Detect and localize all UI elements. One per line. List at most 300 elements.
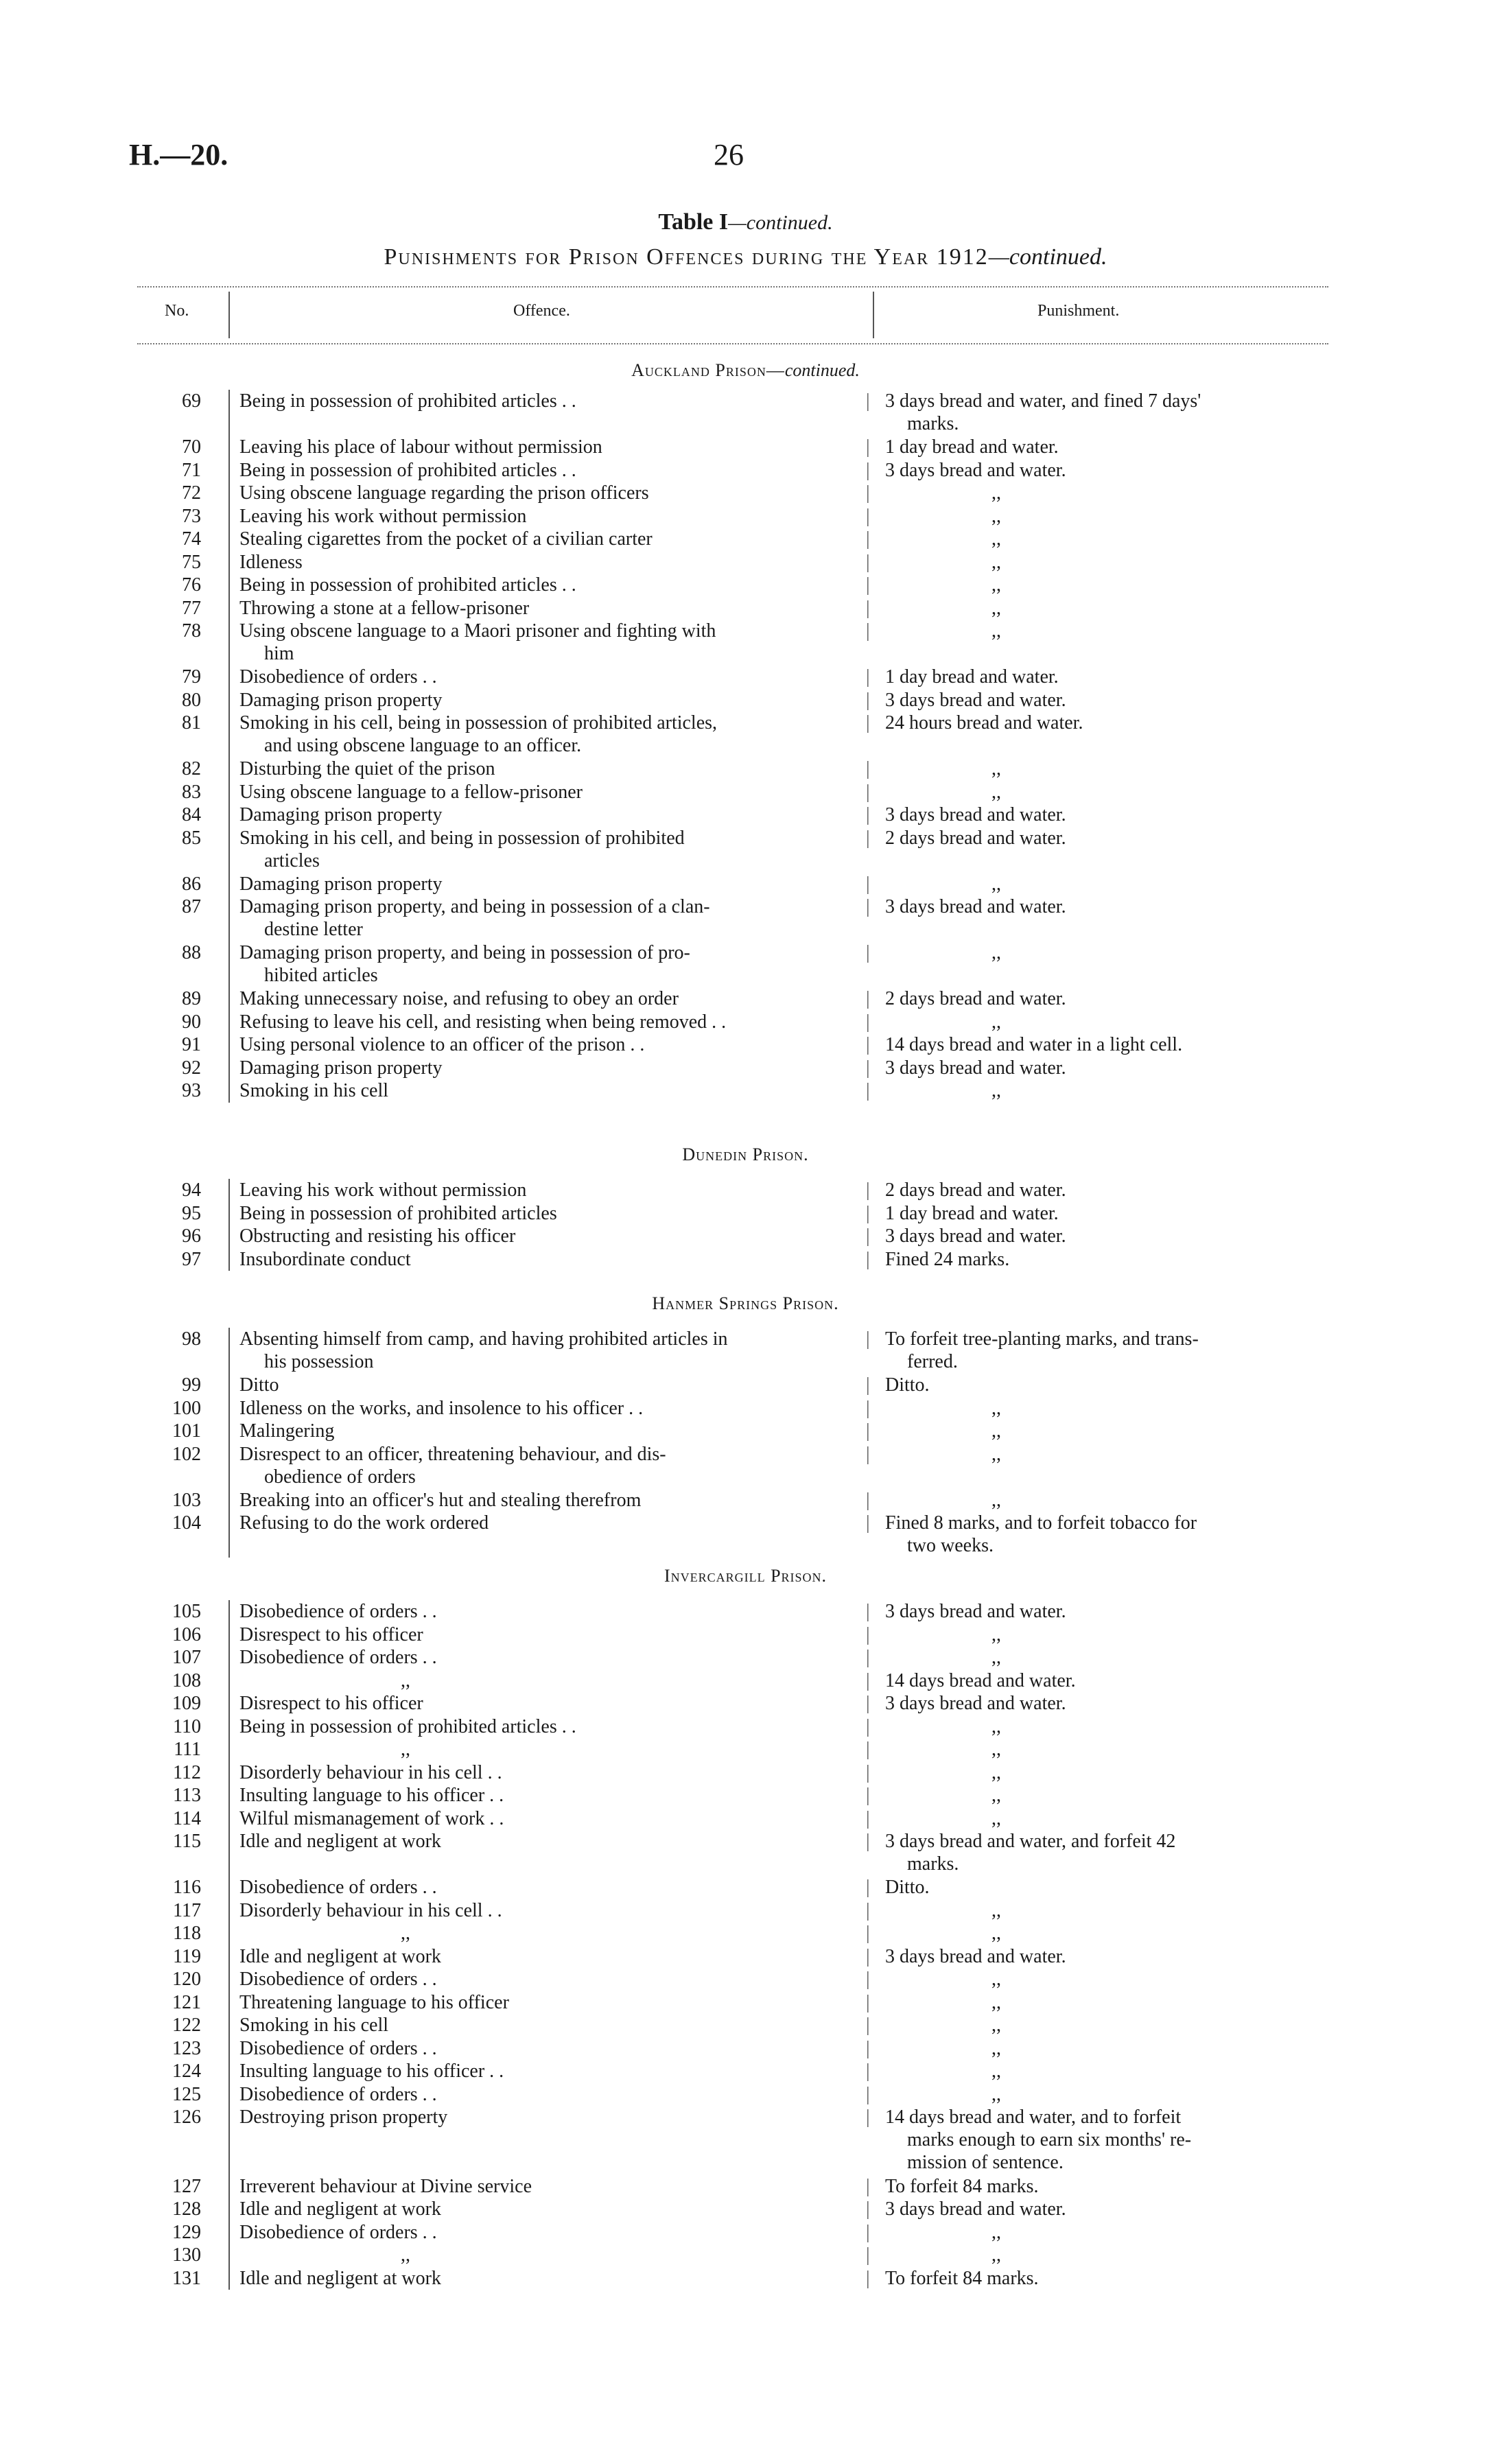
punishment-text: ,, — [991, 1991, 1001, 2013]
row-offence — [239, 827, 860, 872]
row-punishment — [885, 1179, 1331, 1201]
punishment-text: ,, — [991, 1397, 1001, 1419]
punishment-text: 14 days bread and water. — [885, 1669, 1076, 1691]
punishment-text: 3 days bread and water, and forfeit 42 — [885, 1831, 1176, 1852]
row-number: 112 — [173, 1761, 201, 1783]
offence-text: Damaging prison property, and being in possession of a clan- — [239, 896, 710, 917]
row-number: 72 — [182, 482, 201, 504]
column-header-offence: Offence. — [513, 302, 570, 320]
header-divider-right — [873, 292, 874, 338]
row-punishment — [991, 1646, 1437, 1669]
row-offence — [239, 1991, 860, 2014]
row-number: 109 — [172, 1693, 201, 1714]
row-offence — [239, 1179, 860, 1201]
row-number: 129 — [172, 2221, 201, 2243]
row-number: 105 — [172, 1601, 201, 1622]
row-punishment — [885, 987, 1331, 1010]
row-punishment — [991, 551, 1437, 574]
row-punishment — [991, 1011, 1437, 1033]
row-offence — [239, 1784, 860, 1807]
leader-divider: | — [866, 2244, 870, 2266]
offence-text: ,, — [401, 1739, 410, 1760]
row-offence — [239, 2083, 860, 2106]
row-punishment — [885, 2175, 1331, 2198]
punishment-text: ,, — [991, 528, 1001, 550]
section-name: Invercargill Prison. — [664, 1566, 827, 1586]
leader-divider: | — [866, 620, 870, 642]
row-offence — [239, 1669, 860, 1692]
punishment-text: ,, — [991, 758, 1001, 779]
offence-text: Disobedience of orders . . — [239, 1877, 437, 1898]
leader-divider: | — [866, 2221, 870, 2243]
punishment-text: ,, — [991, 1785, 1001, 1806]
row-punishment — [991, 781, 1437, 803]
row-offence — [239, 1623, 860, 1646]
leader-divider: | — [866, 1601, 870, 1622]
row-number: 77 — [182, 597, 201, 619]
row-number: 97 — [182, 1248, 201, 1270]
table-top-rule — [137, 286, 1328, 288]
row-offence — [239, 666, 860, 688]
offence-text: ,, — [401, 1669, 410, 1691]
row-offence — [239, 2175, 860, 2198]
row-offence — [239, 597, 860, 620]
offence-text: Obstructing and resisting his officer — [239, 1225, 516, 1247]
punishment-text: To forfeit 84 marks. — [885, 2175, 1039, 2197]
offence-text: Wilful mismanagement of work . . — [239, 1807, 504, 1829]
offence-text-cont: hibited articles — [264, 965, 378, 986]
row-punishment — [885, 459, 1331, 482]
offence-text: Damaging prison property — [239, 804, 443, 825]
offence-text: Disobedience of orders . . — [239, 1647, 437, 1668]
punishment-text: ,, — [991, 1623, 1001, 1645]
row-number: 84 — [182, 804, 201, 825]
punishment-text-cont: ferred. — [907, 1351, 958, 1372]
row-offence — [239, 1512, 860, 1534]
row-punishment — [991, 2060, 1437, 2082]
offence-text: Idle and negligent at work — [239, 1831, 441, 1852]
offence-text: Threatening language to his officer — [239, 1991, 509, 2013]
offence-text: Making unnecessary noise, and refusing to obey an order — [239, 988, 679, 1009]
punishment-text: ,, — [991, 1420, 1001, 1442]
leader-divider: | — [866, 1374, 870, 1396]
row-offence — [239, 712, 860, 757]
row-offence — [239, 1057, 860, 1079]
row-punishment — [991, 1807, 1437, 1830]
punishment-text: Ditto. — [885, 1877, 930, 1898]
row-offence — [239, 1011, 860, 1033]
table-title-cont: —continued. — [728, 211, 833, 234]
row-punishment — [885, 1033, 1331, 1056]
offence-text: Using obscene language to a Maori prisoner and fighting with — [239, 620, 716, 642]
offence-text: Disobedience of orders . . — [239, 666, 437, 688]
offence-text: ,, — [401, 1923, 410, 1944]
row-number: 71 — [182, 459, 201, 481]
row-number: 127 — [172, 2175, 201, 2197]
row-offence — [239, 1876, 860, 1899]
leader-divider: | — [866, 1080, 870, 1101]
row-number: 104 — [172, 1512, 201, 1534]
row-offence — [239, 482, 860, 504]
punishment-text: ,, — [991, 1923, 1001, 1944]
row-punishment — [885, 666, 1331, 688]
row-offence — [239, 2267, 860, 2290]
row-offence — [239, 436, 860, 458]
row-offence — [239, 1968, 860, 1991]
row-punishment — [885, 1057, 1331, 1079]
row-offence — [239, 1692, 860, 1715]
punishment-text: To forfeit 84 marks. — [885, 2267, 1039, 2289]
row-offence — [239, 390, 860, 412]
row-offence — [239, 1248, 860, 1271]
offence-text: Smoking in his cell — [239, 2015, 388, 2036]
punishment-text: ,, — [991, 781, 1001, 803]
punishment-text: 14 days bread and water in a light cell. — [885, 1034, 1183, 1055]
offence-text: Idle and negligent at work — [239, 1945, 441, 1967]
row-offence — [239, 1225, 860, 1247]
punishment-text-cont: mission of sentence. — [907, 2152, 1064, 2173]
leader-divider: | — [866, 1807, 870, 1829]
leader-divider: | — [866, 1991, 870, 2013]
column-divider-left — [228, 1600, 230, 2290]
row-number: 131 — [172, 2267, 201, 2289]
row-number: 88 — [182, 942, 201, 963]
leader-divider: | — [866, 2037, 870, 2059]
column-header-no: No. — [165, 302, 189, 320]
leader-divider: | — [866, 1443, 870, 1465]
row-punishment — [885, 436, 1331, 458]
leader-divider: | — [866, 1785, 870, 1806]
punishment-text: 2 days bread and water. — [885, 1180, 1066, 1201]
row-punishment — [991, 2037, 1437, 2060]
punishment-text: 1 day bread and water. — [885, 1202, 1059, 1224]
punishment-text: ,, — [991, 1807, 1001, 1829]
leader-divider: | — [866, 1945, 870, 1967]
row-number: 102 — [172, 1443, 201, 1465]
row-punishment — [991, 1397, 1437, 1420]
punishment-text: ,, — [991, 505, 1001, 527]
leader-divider: | — [866, 1489, 870, 1511]
punishment-text: 24 hours bread and water. — [885, 712, 1083, 734]
leader-divider: | — [866, 436, 870, 458]
row-punishment — [991, 1443, 1437, 1466]
row-offence — [239, 781, 860, 803]
leader-divider: | — [866, 482, 870, 504]
offence-text: Disrespect to his officer — [239, 1693, 423, 1714]
row-punishment — [885, 1202, 1331, 1225]
punishment-text: 2 days bread and water. — [885, 988, 1066, 1009]
leader-divider: | — [866, 1328, 870, 1350]
row-punishment — [885, 390, 1331, 435]
leader-divider: | — [866, 574, 870, 596]
row-number: 80 — [182, 689, 201, 711]
row-offence — [239, 2014, 860, 2037]
leader-divider: | — [866, 1623, 870, 1645]
offence-text: Idle and negligent at work — [239, 2198, 441, 2220]
punishment-text-cont: marks. — [907, 1853, 959, 1875]
document-code: H.—20. — [129, 138, 228, 172]
leader-divider: | — [866, 942, 870, 963]
punishment-text-cont: marks enough to earn six months' re- — [907, 2129, 1192, 2150]
row-offence — [239, 1079, 860, 1102]
column-header-punishment: Punishment. — [1037, 302, 1120, 320]
row-punishment — [991, 505, 1437, 528]
row-punishment — [991, 597, 1437, 620]
row-punishment — [991, 574, 1437, 596]
leader-divider: | — [866, 1011, 870, 1033]
row-number: 107 — [172, 1647, 201, 1668]
leader-divider: | — [866, 1248, 870, 1270]
row-offence — [239, 1328, 860, 1373]
row-number: 69 — [182, 390, 201, 412]
row-number: 126 — [172, 2107, 201, 2128]
punishment-text: ,, — [991, 2221, 1001, 2243]
row-number: 113 — [173, 1785, 201, 1806]
row-offence — [239, 758, 860, 780]
table-subtitle — [0, 244, 1491, 270]
offence-text: Insulting language to his officer . . — [239, 1785, 504, 1806]
leader-divider: | — [866, 1761, 870, 1783]
punishment-text: 1 day bread and water. — [885, 666, 1059, 688]
punishment-text: 3 days bread and water. — [885, 896, 1066, 917]
row-number: 130 — [172, 2244, 201, 2266]
offence-text: Damaging prison property, and being in possession of pro- — [239, 942, 690, 963]
row-number: 87 — [182, 896, 201, 917]
leader-divider: | — [866, 1831, 870, 1852]
row-offence — [239, 1033, 860, 1056]
punishment-text: 14 days bread and water, and to forfeit — [885, 2107, 1182, 2128]
row-punishment — [991, 1623, 1437, 1646]
section-heading — [0, 1293, 1491, 1314]
row-offence — [239, 2037, 860, 2060]
row-punishment — [885, 1248, 1331, 1271]
offence-text: Being in possession of prohibited articles . . — [239, 1715, 576, 1737]
row-punishment — [885, 1876, 1331, 1899]
offence-text: Destroying prison property — [239, 2107, 448, 2128]
row-punishment — [991, 2221, 1437, 2244]
row-number: 89 — [182, 988, 201, 1009]
row-number: 114 — [173, 1807, 201, 1829]
offence-text: Throwing a stone at a fellow-prisoner — [239, 597, 530, 619]
row-offence — [239, 1374, 860, 1396]
row-number: 86 — [182, 873, 201, 895]
punishment-text: ,, — [991, 1761, 1001, 1783]
punishment-text: Fined 8 marks, and to forfeit tobacco for — [885, 1512, 1197, 1534]
row-offence — [239, 1489, 860, 1512]
leader-divider: | — [866, 758, 870, 779]
offence-text: Disturbing the quiet of the prison — [239, 758, 495, 779]
row-offence — [239, 1922, 860, 1945]
leader-divider: | — [866, 873, 870, 895]
offence-text: Idle and negligent at work — [239, 2267, 441, 2289]
row-punishment — [885, 1600, 1331, 1623]
punishment-text: ,, — [991, 873, 1001, 895]
row-number: 75 — [182, 551, 201, 573]
leader-divider: | — [866, 459, 870, 481]
offence-text: Insulting language to his officer . . — [239, 2061, 504, 2082]
punishment-text: 2 days bread and water. — [885, 827, 1066, 849]
punishment-text: ,, — [991, 2037, 1001, 2059]
offence-text: Disrespect to his officer — [239, 1623, 423, 1645]
row-offence — [239, 1738, 860, 1761]
row-offence — [239, 1761, 860, 1784]
row-number: 111 — [174, 1739, 201, 1760]
table-subtitle-cont: —continued. — [988, 244, 1107, 270]
offence-text: Idleness on the works, and insolence to his officer . . — [239, 1397, 644, 1419]
row-punishment — [885, 1374, 1331, 1396]
row-punishment — [991, 1079, 1437, 1102]
leader-divider: | — [866, 827, 870, 849]
row-offence — [239, 1899, 860, 1922]
row-number: 82 — [182, 758, 201, 779]
row-offence — [239, 1397, 860, 1420]
leader-divider: | — [866, 1899, 870, 1921]
offence-text: Using obscene language to a fellow-prisoner — [239, 781, 583, 803]
punishment-text: 3 days bread and water. — [885, 1945, 1066, 1967]
punishment-text: ,, — [991, 482, 1001, 504]
row-number: 128 — [172, 2198, 201, 2220]
leader-divider: | — [866, 2175, 870, 2197]
leader-divider: | — [866, 988, 870, 1009]
offence-text: Disorderly behaviour in his cell . . — [239, 1761, 502, 1783]
row-offence — [239, 1443, 860, 1488]
row-number: 117 — [173, 1899, 201, 1921]
row-offence — [239, 1420, 860, 1442]
leader-divider: | — [866, 1420, 870, 1442]
leader-divider: | — [866, 1202, 870, 1224]
row-punishment — [885, 2106, 1331, 2174]
row-punishment — [885, 1512, 1331, 1557]
row-number: 93 — [182, 1080, 201, 1101]
row-punishment — [991, 1784, 1437, 1807]
row-offence — [239, 2060, 860, 2082]
offence-text: ,, — [401, 2244, 410, 2266]
offence-text: Using obscene language regarding the prison officers — [239, 482, 649, 504]
row-number: 116 — [173, 1877, 201, 1898]
row-number: 85 — [182, 827, 201, 849]
offence-text: Being in possession of prohibited articles . . — [239, 459, 576, 481]
row-punishment — [991, 1991, 1437, 2014]
row-punishment — [885, 1328, 1331, 1373]
row-number: 106 — [172, 1623, 201, 1645]
table-subtitle-text: Punishments for Prison Offences during the Year 1912 — [384, 244, 989, 270]
row-punishment — [885, 1830, 1331, 1875]
table-title — [0, 209, 1491, 235]
section-name: Dunedin Prison. — [682, 1145, 809, 1164]
row-offence — [239, 1830, 860, 1853]
punishment-text: 1 day bread and water. — [885, 436, 1059, 458]
leader-divider: | — [866, 896, 870, 917]
offence-text: Breaking into an officer's hut and stealing therefrom — [239, 1489, 642, 1511]
leader-divider: | — [866, 390, 870, 412]
row-offence — [239, 528, 860, 550]
section-heading — [0, 360, 1491, 381]
row-offence — [239, 574, 860, 596]
row-number: 96 — [182, 1225, 201, 1247]
row-offence — [239, 1646, 860, 1669]
row-punishment — [991, 1420, 1437, 1442]
row-punishment — [991, 1922, 1437, 1945]
row-punishment — [991, 1489, 1437, 1512]
row-offence — [239, 505, 860, 528]
punishment-text: 3 days bread and water. — [885, 689, 1066, 711]
row-number: 99 — [182, 1374, 201, 1396]
row-punishment — [991, 1899, 1437, 1922]
offence-text: Irreverent behaviour at Divine service — [239, 2175, 532, 2197]
punishment-text-cont: two weeks. — [907, 1535, 994, 1556]
leader-divider: | — [866, 1225, 870, 1247]
leader-divider: | — [866, 528, 870, 550]
row-number: 73 — [182, 505, 201, 527]
punishment-text: ,, — [991, 1647, 1001, 1668]
punishment-text: Fined 24 marks. — [885, 1248, 1010, 1270]
page-number: 26 — [714, 138, 744, 172]
row-punishment — [991, 2014, 1437, 2037]
offence-text-cont: articles — [264, 849, 320, 871]
offence-text: Smoking in his cell, being in possession of prohibited articles, — [239, 712, 718, 734]
row-number: 95 — [182, 1202, 201, 1224]
row-offence — [239, 1600, 860, 1623]
punishment-text: ,, — [991, 1899, 1001, 1921]
row-number: 118 — [173, 1923, 201, 1944]
row-offence — [239, 2198, 860, 2220]
row-number: 110 — [173, 1715, 201, 1737]
offence-text: Disobedience of orders . . — [239, 1601, 437, 1622]
row-punishment — [885, 2198, 1331, 2220]
punishment-text: ,, — [991, 551, 1001, 573]
punishment-text: ,, — [991, 1715, 1001, 1737]
punishment-text: ,, — [991, 1489, 1001, 1511]
row-offence — [239, 1807, 860, 1830]
leader-divider: | — [866, 689, 870, 711]
offence-text-cont: and using obscene language to an officer. — [264, 735, 582, 756]
offence-text-cont: obedience of orders — [264, 1466, 416, 1488]
leader-divider: | — [866, 1739, 870, 1760]
row-number: 74 — [182, 528, 201, 550]
offence-text-cont: him — [264, 643, 294, 664]
offence-text: Leaving his place of labour without permission — [239, 436, 602, 458]
leader-divider: | — [866, 666, 870, 688]
leader-divider: | — [866, 1715, 870, 1737]
offence-text: Malingering — [239, 1420, 335, 1442]
punishment-text: ,, — [991, 574, 1001, 596]
row-offence — [239, 620, 860, 665]
punishment-text: ,, — [991, 942, 1001, 963]
leader-divider: | — [866, 1669, 870, 1691]
row-punishment — [885, 827, 1331, 849]
row-offence — [239, 987, 860, 1010]
row-number: 79 — [182, 666, 201, 688]
row-number: 91 — [182, 1034, 201, 1055]
row-punishment — [885, 712, 1331, 734]
punishment-text: To forfeit tree-planting marks, and trans- — [885, 1328, 1199, 1350]
punishment-text: ,, — [991, 1443, 1001, 1465]
row-punishment — [991, 2083, 1437, 2106]
offence-text: Disobedience of orders . . — [239, 2083, 437, 2105]
table-title-text: Table I — [658, 209, 729, 235]
row-punishment — [885, 2267, 1331, 2290]
punishment-text: ,, — [991, 1080, 1001, 1101]
punishment-text: ,, — [991, 620, 1001, 642]
row-number: 115 — [173, 1831, 201, 1852]
row-number: 92 — [182, 1057, 201, 1079]
offence-text: Disobedience of orders . . — [239, 1969, 437, 1990]
leader-divider: | — [866, 1397, 870, 1419]
row-punishment — [991, 758, 1437, 780]
offence-text: Smoking in his cell, and being in possession of prohibited — [239, 827, 685, 849]
offence-text: Disobedience of orders . . — [239, 2221, 437, 2243]
punishment-text: Ditto. — [885, 1374, 930, 1396]
